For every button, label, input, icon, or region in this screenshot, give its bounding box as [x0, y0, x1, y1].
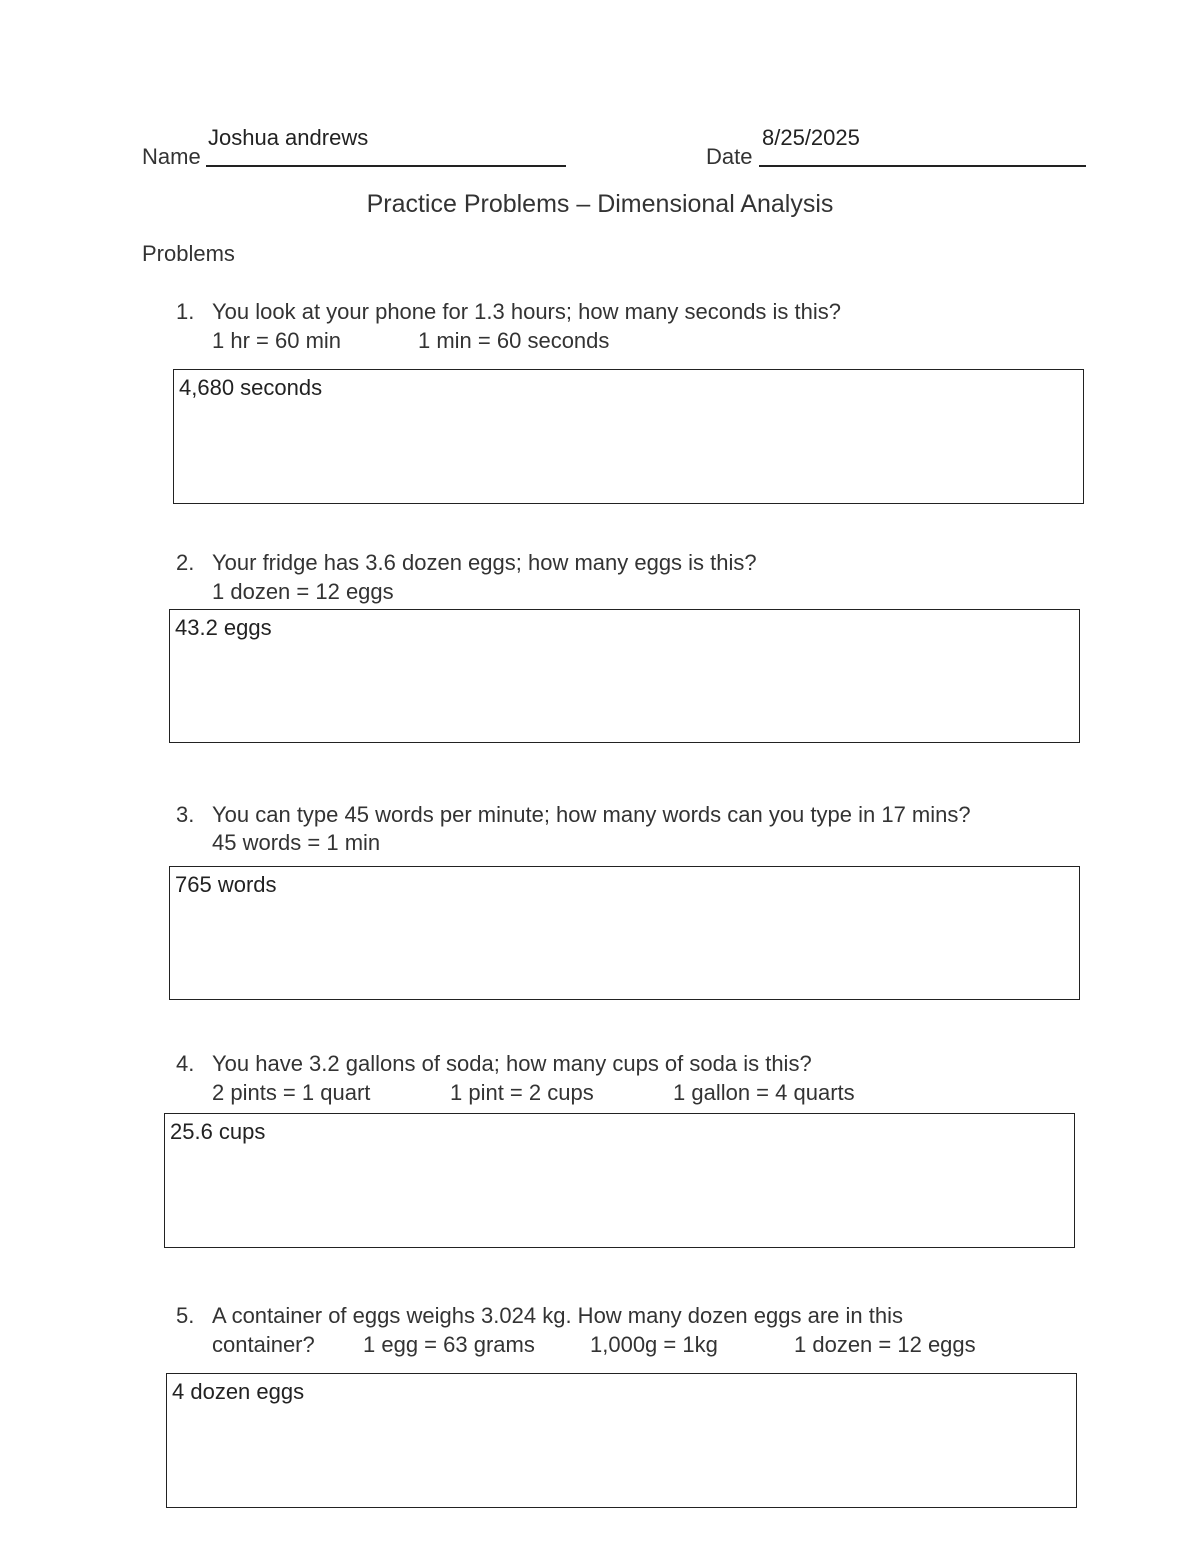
- conversion-factor: 1 dozen = 12 eggs: [794, 1332, 976, 1357]
- answer-box[interactable]: [166, 1373, 1077, 1508]
- conversion-factor: 1 pint = 2 cups: [450, 1080, 594, 1105]
- conversion-factor: 1 gallon = 4 quarts: [673, 1080, 855, 1105]
- problem-question: You can type 45 words per minute; how many words can you type in 17 mins?: [212, 802, 971, 827]
- name-field-value[interactable]: Joshua andrews: [208, 125, 369, 150]
- conversion-factor: 1 dozen = 12 eggs: [212, 579, 394, 604]
- answer-box[interactable]: [164, 1113, 1075, 1248]
- conversion-factor: 45 words = 1 min: [212, 830, 381, 855]
- name-label: Name: [142, 144, 201, 169]
- page-title: Practice Problems – Dimensional Analysis: [366, 190, 834, 218]
- problem-question: A container of eggs weighs 3.024 kg. How many dozen eggs are in this: [212, 1303, 903, 1328]
- conversion-factor: 1,000g = 1kg: [590, 1332, 718, 1357]
- answer-text: 765 words: [175, 872, 277, 897]
- problem-question: You look at your phone for 1.3 hours; how many seconds is this?: [212, 299, 842, 324]
- problem-question-continued: container?: [212, 1332, 315, 1357]
- problem-number: 5.: [176, 1303, 195, 1328]
- conversion-factor: 1 egg = 63 grams: [363, 1332, 535, 1357]
- problem-conversions: [212, 328, 609, 354]
- conversion-factor: 1 min = 60 seconds: [418, 328, 610, 353]
- section-label: Problems: [142, 241, 235, 266]
- problem-number: 4.: [176, 1051, 195, 1076]
- problem-conversions: [212, 830, 380, 856]
- answer-text: 43.2 eggs: [175, 615, 272, 640]
- conversion-factor: 1 hr = 60 min: [212, 328, 342, 353]
- problem-conversions: [212, 1080, 855, 1106]
- problem-number: 1.: [176, 299, 195, 324]
- problem-number: 2.: [176, 550, 195, 575]
- answer-text: 4 dozen eggs: [172, 1379, 305, 1404]
- conversion-factor: 2 pints = 1 quart: [212, 1080, 371, 1105]
- problem-question: Your fridge has 3.6 dozen eggs; how many eggs is this?: [212, 550, 757, 575]
- answer-text: 25.6 cups: [170, 1119, 266, 1144]
- date-field-value[interactable]: 8/25/2025: [762, 125, 860, 150]
- problem-conversions: [212, 579, 394, 605]
- answer-box[interactable]: [173, 369, 1084, 504]
- answer-text: 4,680 seconds: [179, 375, 323, 400]
- answer-box[interactable]: [169, 866, 1080, 1000]
- problem-question: You have 3.2 gallons of soda; how many cups of soda is this?: [212, 1051, 812, 1076]
- name-underline: [206, 165, 566, 167]
- problem-conversions: [212, 1332, 976, 1358]
- date-label: Date: [706, 144, 753, 169]
- problem-number: 3.: [176, 802, 195, 827]
- answer-box[interactable]: [169, 609, 1080, 743]
- date-underline: [759, 165, 1086, 167]
